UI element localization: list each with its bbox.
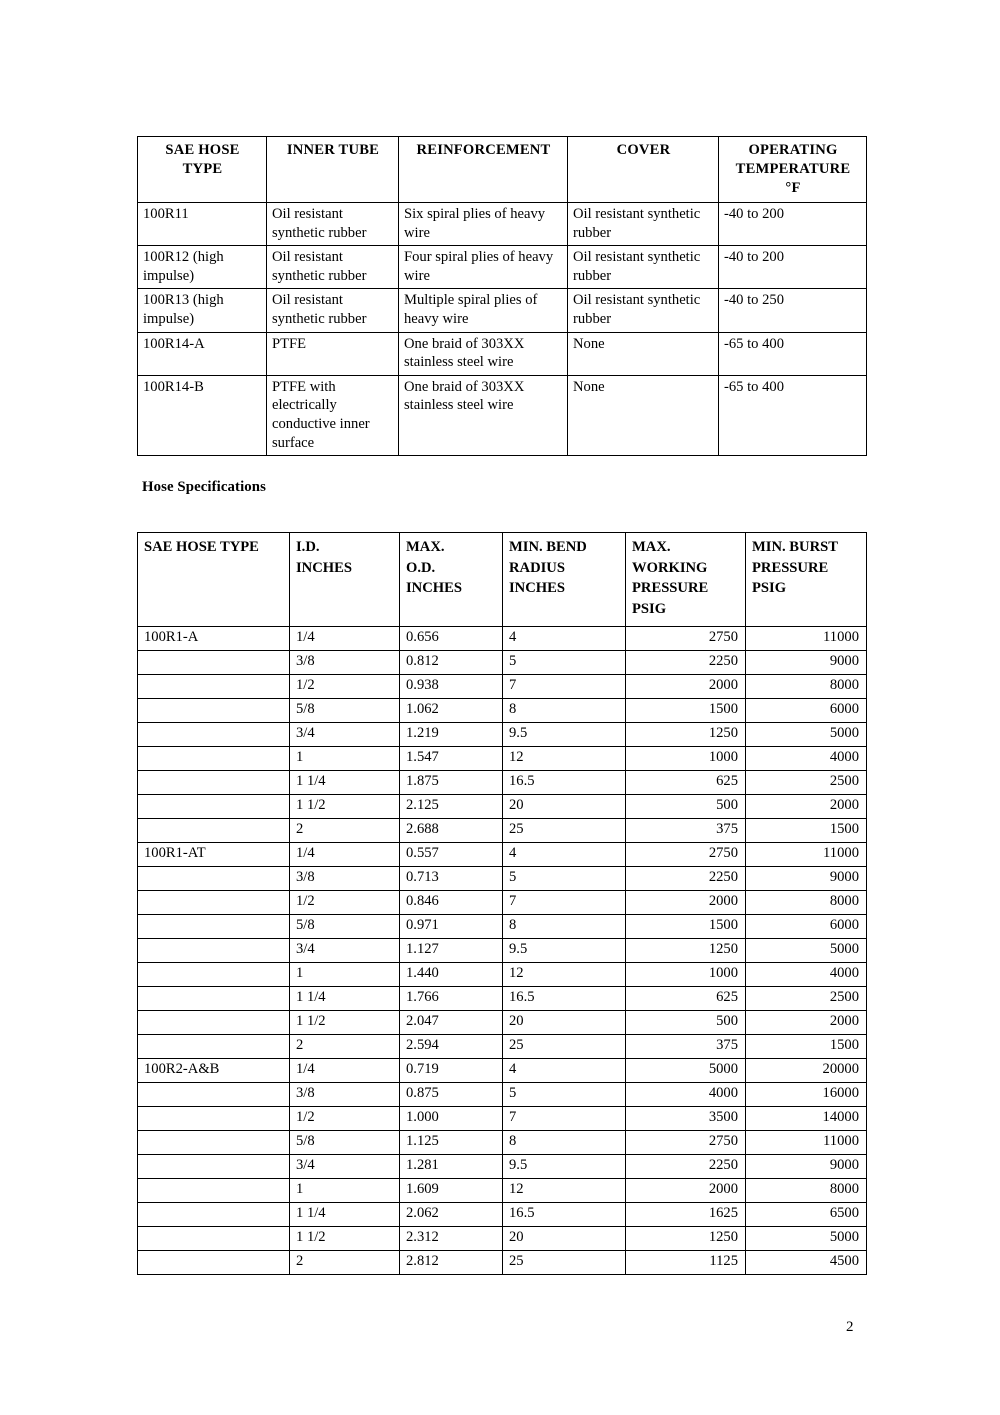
table-row (138, 699, 867, 723)
cell-max-od-inches: 0.875 (400, 1083, 503, 1107)
cell-max-od-inches: 0.938 (400, 675, 503, 699)
cell-max-working-psig: 1250 (626, 1227, 746, 1251)
cell-hose-type (138, 891, 290, 915)
cell-id-inches: 1 1/4 (290, 771, 400, 795)
cell-min-bend-radius: 9.5 (503, 1155, 626, 1179)
cell-max-od-inches: 1.125 (400, 1131, 503, 1155)
cell-max-working-psig: 1125 (626, 1251, 746, 1275)
cell-max-od-inches: 2.047 (400, 1011, 503, 1035)
cell-hose-type (138, 723, 290, 747)
cell-id-inches: 1/2 (290, 1107, 400, 1131)
table-row (138, 375, 867, 455)
cell-max-working-psig: 4000 (626, 1083, 746, 1107)
cell-id-inches: 1/4 (290, 843, 400, 867)
cell-min-burst-psig: 11000 (746, 1131, 867, 1155)
cell-hose-type (138, 939, 290, 963)
cell-max-working-psig: 2750 (626, 627, 746, 651)
cell-max-working-psig: 1625 (626, 1203, 746, 1227)
cell-hose-type: 100R13 (high impulse) (138, 289, 267, 332)
cell-min-bend-radius: 16.5 (503, 987, 626, 1011)
cell-min-burst-psig: 9000 (746, 651, 867, 675)
cell-max-working-psig: 500 (626, 1011, 746, 1035)
table-row (138, 795, 867, 819)
cell-id-inches: 1 (290, 747, 400, 771)
cell-max-od-inches: 2.812 (400, 1251, 503, 1275)
cell-hose-type: 100R12 (high impulse) (138, 246, 267, 289)
cell-inner-tube: Oil resistant synthetic rubber (267, 246, 399, 289)
table-row (138, 1131, 867, 1155)
cell-id-inches: 1 (290, 1179, 400, 1203)
cell-min-burst-psig: 1500 (746, 819, 867, 843)
table-row (138, 843, 867, 867)
cell-max-od-inches: 2.062 (400, 1203, 503, 1227)
cell-operating-temperature: -40 to 250 (719, 289, 867, 332)
cell-max-od-inches: 1.062 (400, 699, 503, 723)
table-row (138, 915, 867, 939)
cell-operating-temperature: -40 to 200 (719, 203, 867, 246)
cell-max-working-psig: 1250 (626, 939, 746, 963)
cell-min-bend-radius: 12 (503, 1179, 626, 1203)
header-line: PRESSURE (752, 559, 829, 576)
header-line: MIN. BURST (752, 539, 838, 555)
table-row (138, 1155, 867, 1179)
cell-min-bend-radius: 5 (503, 1083, 626, 1107)
cell-hose-type (138, 771, 290, 795)
cell-id-inches: 1/2 (290, 675, 400, 699)
cell-min-bend-radius: 5 (503, 867, 626, 891)
cell-id-inches: 2 (290, 819, 400, 843)
cell-inner-tube: PTFE with electrically conductive inner surface (267, 375, 399, 455)
cell-min-burst-psig: 8000 (746, 891, 867, 915)
table-row (138, 819, 867, 843)
cell-inner-tube: Oil resistant synthetic rubber (267, 203, 399, 246)
cell-min-burst-psig: 9000 (746, 867, 867, 891)
cell-hose-type (138, 795, 290, 819)
cell-max-working-psig: 1000 (626, 963, 746, 987)
cell-max-od-inches: 2.312 (400, 1227, 503, 1251)
header-line: COVER (616, 142, 671, 158)
cell-max-working-psig: 500 (626, 795, 746, 819)
cell-hose-type (138, 987, 290, 1011)
cell-max-working-psig: 1500 (626, 915, 746, 939)
table-header-row (138, 533, 867, 627)
cell-id-inches: 3/8 (290, 1083, 400, 1107)
header-line: I.D. (296, 539, 320, 555)
col-header-operating-temperature (719, 137, 867, 203)
cell-max-working-psig: 375 (626, 819, 746, 843)
cell-max-working-psig: 1500 (626, 699, 746, 723)
cell-min-bend-radius: 9.5 (503, 939, 626, 963)
cell-min-bend-radius: 8 (503, 1131, 626, 1155)
table-row (138, 963, 867, 987)
cell-hose-type (138, 675, 290, 699)
cell-min-bend-radius: 7 (503, 891, 626, 915)
cell-id-inches: 1 1/2 (290, 1011, 400, 1035)
cell-min-burst-psig: 2500 (746, 771, 867, 795)
cell-reinforcement: One braid of 303XX stainless steel wire (399, 375, 568, 455)
cell-min-bend-radius: 7 (503, 675, 626, 699)
cell-max-od-inches: 1.875 (400, 771, 503, 795)
cell-hose-type (138, 915, 290, 939)
header-line: TYPE (182, 161, 223, 177)
cell-max-working-psig: 375 (626, 1035, 746, 1059)
cell-reinforcement: One braid of 303XX stainless steel wire (399, 332, 568, 375)
cell-min-bend-radius: 12 (503, 747, 626, 771)
cell-min-bend-radius: 25 (503, 1251, 626, 1275)
cell-operating-temperature: -40 to 200 (719, 246, 867, 289)
cell-id-inches: 1 1/4 (290, 1203, 400, 1227)
cell-min-bend-radius: 25 (503, 1035, 626, 1059)
cell-hose-type (138, 1251, 290, 1275)
cell-id-inches: 1/4 (290, 627, 400, 651)
cell-hose-type (138, 1203, 290, 1227)
cell-reinforcement: Four spiral plies of heavy wire (399, 246, 568, 289)
col-header-id-inches (290, 533, 400, 627)
table-row (138, 1227, 867, 1251)
cell-min-bend-radius: 20 (503, 795, 626, 819)
cell-hose-type (138, 1179, 290, 1203)
cell-min-bend-radius: 20 (503, 1227, 626, 1251)
header-line: SAE HOSE TYPE (144, 539, 259, 555)
cell-hose-type: 100R1-A (138, 627, 290, 651)
col-header-inner-tube (267, 137, 399, 203)
cell-id-inches: 1 1/2 (290, 795, 400, 819)
table-row (138, 987, 867, 1011)
cell-max-working-psig: 5000 (626, 1059, 746, 1083)
table-body (138, 203, 867, 456)
col-header-cover (568, 137, 719, 203)
cell-min-bend-radius: 8 (503, 915, 626, 939)
cell-max-working-psig: 2750 (626, 1131, 746, 1155)
cell-hose-type (138, 1155, 290, 1179)
table-row (138, 1083, 867, 1107)
cell-min-burst-psig: 4000 (746, 963, 867, 987)
header-spacer (143, 179, 262, 187)
cell-min-burst-psig: 16000 (746, 1083, 867, 1107)
cell-min-bend-radius: 20 (503, 1011, 626, 1035)
cell-min-bend-radius: 9.5 (503, 723, 626, 747)
hose-specifications-table (137, 532, 867, 1275)
page-number: 2 (846, 1319, 854, 1335)
cell-max-od-inches: 0.713 (400, 867, 503, 891)
cell-min-burst-psig: 14000 (746, 1107, 867, 1131)
hose-construction-table (137, 136, 867, 456)
cell-min-burst-psig: 1500 (746, 1035, 867, 1059)
col-header-reinforcement (399, 137, 568, 203)
cell-id-inches: 3/8 (290, 867, 400, 891)
table-row (138, 939, 867, 963)
cell-inner-tube: PTFE (267, 332, 399, 375)
header-line: REINFORCEMENT (416, 142, 551, 158)
cell-min-burst-psig: 5000 (746, 723, 867, 747)
table-row (138, 332, 867, 375)
table-row (138, 1203, 867, 1227)
header-line: MAX. (406, 539, 445, 555)
cell-min-burst-psig: 2500 (746, 987, 867, 1011)
cell-id-inches: 1 1/2 (290, 1227, 400, 1251)
cell-id-inches: 3/4 (290, 939, 400, 963)
cell-hose-type: 100R1-AT (138, 843, 290, 867)
cell-cover: Oil resistant synthetic rubber (568, 289, 719, 332)
cell-min-bend-radius: 25 (503, 819, 626, 843)
cell-max-working-psig: 3500 (626, 1107, 746, 1131)
cell-id-inches: 5/8 (290, 699, 400, 723)
cell-hose-type: 100R14-A (138, 332, 267, 375)
cell-hose-type: 100R14-B (138, 375, 267, 455)
cell-hose-type (138, 1011, 290, 1035)
table-row (138, 771, 867, 795)
cell-id-inches: 5/8 (290, 1131, 400, 1155)
table-row (138, 747, 867, 771)
table-row (138, 651, 867, 675)
cell-min-burst-psig: 4000 (746, 747, 867, 771)
header-line: O.D. (406, 559, 436, 576)
header-line: INCHES (296, 559, 352, 576)
cell-max-od-inches: 1.281 (400, 1155, 503, 1179)
table-row (138, 203, 867, 246)
cell-min-bend-radius: 4 (503, 1059, 626, 1083)
header-line: INCHES (406, 580, 462, 596)
header-line: PRESSURE (632, 580, 709, 596)
cell-max-working-psig: 2000 (626, 891, 746, 915)
header-line: INCHES (509, 580, 565, 596)
cell-min-bend-radius: 7 (503, 1107, 626, 1131)
cell-max-working-psig: 1250 (626, 723, 746, 747)
table-row (138, 675, 867, 699)
header-line: PSIG (632, 600, 667, 617)
cell-min-bend-radius: 16.5 (503, 1203, 626, 1227)
cell-min-bend-radius: 4 (503, 627, 626, 651)
cell-id-inches: 2 (290, 1035, 400, 1059)
cell-max-working-psig: 625 (626, 771, 746, 795)
cell-hose-type: 100R2-A&B (138, 1059, 290, 1083)
cell-max-working-psig: 2250 (626, 1155, 746, 1179)
cell-id-inches: 1 (290, 963, 400, 987)
cell-max-working-psig: 1000 (626, 747, 746, 771)
cell-max-od-inches: 2.594 (400, 1035, 503, 1059)
cell-min-burst-psig: 20000 (746, 1059, 867, 1083)
table-row (138, 289, 867, 332)
cell-max-od-inches: 0.812 (400, 651, 503, 675)
cell-max-od-inches: 1.609 (400, 1179, 503, 1203)
cell-max-od-inches: 2.688 (400, 819, 503, 843)
cell-cover: Oil resistant synthetic rubber (568, 203, 719, 246)
cell-min-bend-radius: 5 (503, 651, 626, 675)
cell-reinforcement: Six spiral plies of heavy wire (399, 203, 568, 246)
header-line: INNER TUBE (286, 142, 380, 158)
table-row (138, 1011, 867, 1035)
cell-id-inches: 3/4 (290, 1155, 400, 1179)
col-header-max-od-inches (400, 533, 503, 627)
cell-max-od-inches: 0.846 (400, 891, 503, 915)
cell-min-bend-radius: 16.5 (503, 771, 626, 795)
cell-min-burst-psig: 6500 (746, 1203, 867, 1227)
header-line: RADIUS (509, 559, 565, 576)
table-body (138, 627, 867, 1275)
cell-hose-type (138, 867, 290, 891)
hose-specifications-caption: Hose Specifications (142, 479, 266, 495)
cell-max-od-inches: 0.557 (400, 843, 503, 867)
table-header (138, 137, 867, 203)
cell-inner-tube: Oil resistant synthetic rubber (267, 289, 399, 332)
cell-max-working-psig: 2750 (626, 843, 746, 867)
table-row (138, 867, 867, 891)
cell-hose-type (138, 963, 290, 987)
cell-id-inches: 3/4 (290, 723, 400, 747)
cell-id-inches: 3/8 (290, 651, 400, 675)
cell-reinforcement: Multiple spiral plies of heavy wire (399, 289, 568, 332)
cell-operating-temperature: -65 to 400 (719, 332, 867, 375)
cell-max-od-inches: 1.000 (400, 1107, 503, 1131)
cell-max-od-inches: 0.971 (400, 915, 503, 939)
cell-hose-type (138, 699, 290, 723)
cell-max-od-inches: 0.719 (400, 1059, 503, 1083)
cell-cover: None (568, 375, 719, 455)
cell-max-working-psig: 625 (626, 987, 746, 1011)
cell-min-burst-psig: 8000 (746, 1179, 867, 1203)
cell-max-od-inches: 2.125 (400, 795, 503, 819)
cell-min-burst-psig: 6000 (746, 915, 867, 939)
cell-hose-type (138, 1131, 290, 1155)
table-row (138, 1179, 867, 1203)
cell-id-inches: 1/4 (290, 1059, 400, 1083)
cell-hose-type (138, 747, 290, 771)
cell-min-burst-psig: 6000 (746, 699, 867, 723)
cell-min-burst-psig: 4500 (746, 1251, 867, 1275)
header-line: °F (785, 180, 801, 196)
cell-max-working-psig: 2000 (626, 1179, 746, 1203)
cell-max-od-inches: 1.547 (400, 747, 503, 771)
cell-max-working-psig: 2000 (626, 675, 746, 699)
col-header-min-bend-radius-inches (503, 533, 626, 627)
col-header-max-working-pressure-psig (626, 533, 746, 627)
header-line: WORKING (632, 559, 708, 576)
cell-id-inches: 1 1/4 (290, 987, 400, 1011)
cell-id-inches: 1/2 (290, 891, 400, 915)
table-row (138, 246, 867, 289)
table-row (138, 891, 867, 915)
cell-hose-type (138, 819, 290, 843)
cell-id-inches: 2 (290, 1251, 400, 1275)
cell-operating-temperature: -65 to 400 (719, 375, 867, 455)
cell-max-od-inches: 1.219 (400, 723, 503, 747)
cell-hose-type (138, 1035, 290, 1059)
cell-cover: Oil resistant synthetic rubber (568, 246, 719, 289)
table-row (138, 1059, 867, 1083)
cell-hose-type: 100R11 (138, 203, 267, 246)
cell-hose-type (138, 651, 290, 675)
cell-min-bend-radius: 8 (503, 699, 626, 723)
table-row (138, 1251, 867, 1275)
header-line: MAX. (632, 539, 671, 555)
cell-max-od-inches: 1.440 (400, 963, 503, 987)
cell-max-working-psig: 2250 (626, 867, 746, 891)
table-row (138, 627, 867, 651)
cell-cover: None (568, 332, 719, 375)
cell-hose-type (138, 1107, 290, 1131)
cell-min-burst-psig: 5000 (746, 939, 867, 963)
cell-id-inches: 5/8 (290, 915, 400, 939)
header-line: MIN. BEND (509, 539, 587, 555)
cell-min-bend-radius: 4 (503, 843, 626, 867)
cell-hose-type (138, 1083, 290, 1107)
cell-max-od-inches: 1.766 (400, 987, 503, 1011)
table-row (138, 1035, 867, 1059)
cell-min-burst-psig: 8000 (746, 675, 867, 699)
header-line: OPERATING (748, 142, 838, 158)
cell-min-burst-psig: 2000 (746, 795, 867, 819)
cell-max-working-psig: 2250 (626, 651, 746, 675)
header-line: TEMPERATURE (735, 161, 851, 177)
table-row (138, 723, 867, 747)
cell-max-od-inches: 0.656 (400, 627, 503, 651)
col-header-sae-hose-type (138, 137, 267, 203)
header-line: SAE HOSE (165, 142, 240, 158)
col-header-sae-hose-type (138, 533, 290, 627)
cell-min-burst-psig: 11000 (746, 627, 867, 651)
cell-min-burst-psig: 2000 (746, 1011, 867, 1035)
cell-max-od-inches: 1.127 (400, 939, 503, 963)
cell-hose-type (138, 1227, 290, 1251)
table-header (138, 533, 867, 627)
col-header-min-burst-pressure-psig (746, 533, 867, 627)
cell-min-bend-radius: 12 (503, 963, 626, 987)
table-header-row (138, 137, 867, 203)
cell-min-burst-psig: 11000 (746, 843, 867, 867)
cell-min-burst-psig: 5000 (746, 1227, 867, 1251)
table-row (138, 1107, 867, 1131)
cell-min-burst-psig: 9000 (746, 1155, 867, 1179)
header-line: PSIG (752, 580, 787, 596)
